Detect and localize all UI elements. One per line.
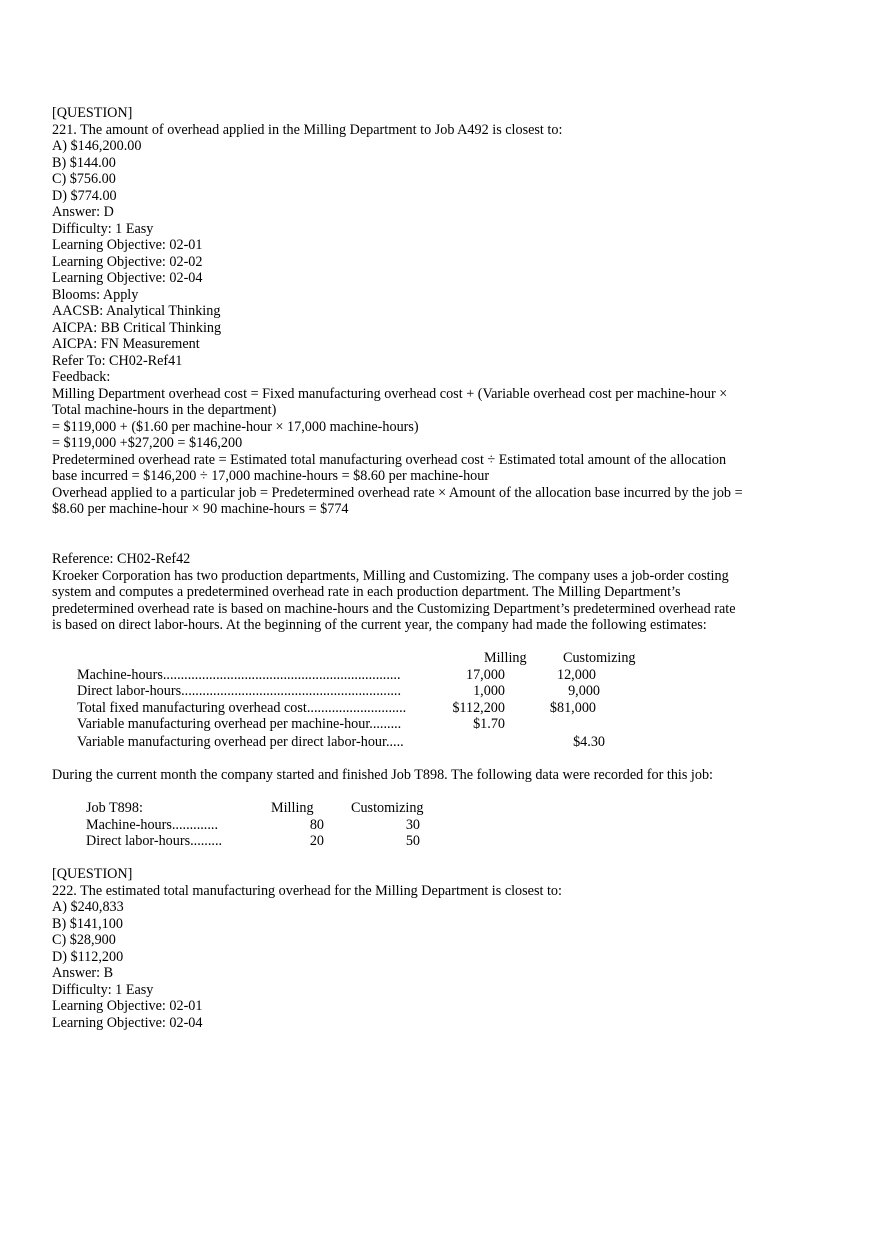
meta-line: Blooms: Apply	[52, 286, 139, 303]
meta-line: Refer To: CH02-Ref41	[52, 352, 183, 369]
meta-line: Learning Objective: 02-04	[52, 270, 203, 286]
feedback-line: Milling Department overhead cost = Fixed manufacturing overhead cost + (Variable overhead cost per machine-hour ×	[52, 385, 728, 402]
job-title: Job T898:	[86, 800, 143, 816]
option-c: C) $756.00	[52, 171, 116, 187]
question-text: 221. The amount of overhead applied in the Milling Department to Job A492 is closest to:	[52, 121, 563, 138]
estimates-customizing-value: 9,000	[568, 683, 600, 699]
job-col-milling: Milling	[271, 800, 314, 816]
option-c: C) $28,900	[52, 932, 116, 948]
meta-line: Learning Objective: 02-04	[52, 1014, 203, 1031]
estimates-milling-value: $1.70	[473, 716, 505, 732]
feedback-line: Predetermined overhead rate = Estimated total manufacturing overhead cost ÷ Estimated total amount of the allocation	[52, 451, 727, 468]
option-d: D) $774.00	[52, 187, 117, 204]
reference-paragraph: system and computes a predetermined overhead rate in each production department. The Milling Department’s	[52, 584, 681, 600]
meta-line: Learning Objective: 02-02	[52, 253, 203, 270]
feedback-line: base incurred = $146,200 ÷ 17,000 machine-hours = $8.60 per machine-hour	[52, 468, 490, 484]
feedback-line: = $119,000 +$27,200 = $146,200	[52, 435, 243, 451]
question-tag: [QUESTION]	[52, 105, 133, 121]
meta-line: AACSB: Analytical Thinking	[52, 303, 221, 319]
estimates-row-label: Machine-hours...................................................................	[77, 666, 401, 683]
question-tag: [QUESTION]	[52, 866, 133, 882]
meta-line: Learning Objective: 02-01	[52, 237, 203, 253]
answer: Answer: D	[52, 204, 114, 220]
estimates-col-customizing: Customizing	[563, 650, 636, 666]
answer: Answer: B	[52, 965, 114, 981]
reference-paragraph: predetermined overhead rate is based on machine-hours and the Customizing Department’s predetermined overhead rate	[52, 600, 736, 617]
meta-line: AICPA: BB Critical Thinking	[52, 319, 222, 336]
estimates-customizing-value: 12,000	[556, 666, 596, 683]
difficulty: Difficulty: 1 Easy	[52, 220, 154, 237]
feedback-label: Feedback:	[52, 369, 111, 385]
estimates-col-milling: Milling	[484, 650, 527, 666]
job-customizing-value: 30	[405, 816, 420, 833]
estimates-row-label: Variable manufacturing overhead per direct labor-hour.....	[77, 734, 404, 750]
estimates-customizing-value: $4.30	[573, 734, 605, 750]
estimates-row-label: Direct labor-hours..............................................................	[77, 683, 402, 699]
estimates-row-label: Variable manufacturing overhead per machine-hour.........	[77, 716, 402, 732]
option-b: B) $144.00	[52, 154, 116, 171]
feedback-line: $8.60 per machine-hour × 90 machine-hours = $774	[52, 501, 349, 517]
job-milling-value: 20	[309, 833, 324, 849]
option-d: D) $112,200	[52, 948, 124, 965]
estimates-milling-value: $112,200	[452, 699, 505, 716]
estimates-milling-value: 1,000	[473, 683, 505, 699]
option-a: A) $240,833	[52, 899, 124, 915]
reference-paragraph: is based on direct labor-hours. At the beginning of the current year, the company had made the following estimates:	[52, 617, 707, 633]
meta-line: Learning Objective: 02-01	[52, 998, 203, 1014]
option-b: B) $141,100	[52, 915, 123, 932]
estimates-row-label: Total fixed manufacturing overhead cost............................	[77, 699, 407, 716]
feedback-line: Overhead applied to a particular job = Predetermined overhead rate × Amount of the allocation base incurred by the job =	[52, 484, 743, 501]
question-text: 222. The estimated total manufacturing overhead for the Milling Department is closest to:	[52, 882, 562, 899]
job-row-label: Direct labor-hours.........	[86, 833, 223, 849]
feedback-line: Total machine-hours in the department)	[52, 402, 277, 418]
difficulty: Difficulty: 1 Easy	[52, 981, 154, 998]
job-row-label: Machine-hours.............	[86, 816, 218, 833]
meta-line: AICPA: FN Measurement	[52, 336, 200, 352]
job-customizing-value: 50	[405, 833, 420, 849]
feedback-line: = $119,000 + ($1.60 per machine-hour × 17,000 machine-hours)	[52, 418, 419, 435]
estimates-milling-value: 17,000	[465, 666, 505, 683]
job-intro: During the current month the company started and finished Job T898. The following data were recorded for this job:	[52, 767, 713, 783]
reference-paragraph: Kroeker Corporation has two production departments, Milling and Customizing. The company uses a job-order costing	[52, 567, 729, 584]
option-a: A) $146,200.00	[52, 138, 142, 154]
estimates-customizing-value: $81,000	[549, 699, 596, 716]
job-col-customizing: Customizing	[351, 800, 424, 816]
reference-title: Reference: CH02-Ref42	[52, 551, 191, 567]
job-milling-value: 80	[309, 816, 324, 833]
